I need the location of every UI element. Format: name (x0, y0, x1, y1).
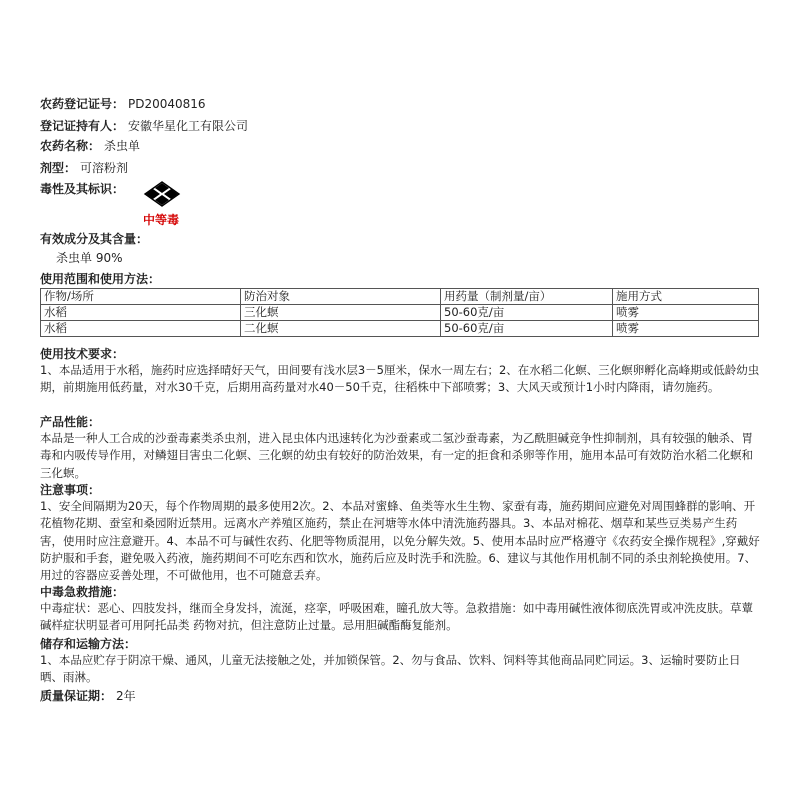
formulation-line (40, 160, 128, 176)
usage-cell: 水稻 (41, 321, 241, 337)
formulation-value: 可溶粉剂 (80, 161, 129, 175)
usage-cell: 50-60克/亩 (441, 321, 613, 337)
registration-line (40, 96, 206, 112)
holder-label: 登记证持有人： (40, 119, 125, 133)
usage-cell: 喷雾 (613, 321, 759, 337)
firstaid-text: 中毒症状：恶心、四肢发抖，继而全身发抖，流涎，痉挛，呼吸困难，瞳孔放大等。急救措施：如中毒用碱性液体彻底洗胃或冲洗皮肤。草蕈碱样症状明显者可用阿托品类 药物对抗，但注意防止过量。忌用胆碱酯酶复能剂。 (40, 601, 753, 633)
performance-text: 本品是一种人工合成的沙蚕毒素类杀虫剂，进入昆虫体内迅速转化为沙蚕素或二氢沙蚕毒素，为乙酰胆碱竞争性抑制剂，具有较强的触杀、胃毒和内吸传导作用，对鳞翅目害虫二化螟、三化螟的幼虫有较好的防治效果，有一定的拒食和杀卵等作用，施用本品可有效防治水稻二化螟和三化螟。 (40, 431, 753, 480)
firstaid-label: 中毒急救措施： (40, 585, 125, 599)
usage-table (40, 288, 759, 337)
table-row (41, 305, 759, 321)
usage-header-cell: 施用方式 (613, 289, 759, 305)
ingredients-value: 杀虫单 90% (56, 251, 123, 265)
storage-label: 储存和运输方法： (40, 637, 137, 651)
usage-cell: 喷雾 (613, 305, 759, 321)
usage-cell: 二化螟 (241, 321, 441, 337)
ingredients-label: 有效成分及其含量： (40, 232, 149, 246)
name-label: 农药名称： (40, 139, 101, 153)
usage-cell: 50-60克/亩 (441, 305, 613, 321)
name-line (40, 138, 140, 154)
precautions-text: 1、安全间隔期为20天，每个作物周期的最多使用2次。2、本品对蜜蜂、鱼类等水生生物、家蚕有毒，施药期间应避免对周围蜂群的影响、开花植物花期、蚕室和桑园附近禁用。远离水产养殖区施药，禁止在河塘等水体中清洗施药器具。3、本品对棉花、烟草和某些豆类易产生药害，使用时应注意避开。4、本品不可与碱性农药、化肥等物质混用，以免分解失效。5、使用本品时应严格遵守《农药安全操作规程》,穿戴好防护服和手套，避免吸入药液，施药期间不可吃东西和饮水，施药后应及时洗手和洗脸。6、建议与其他作用机制不同的杀虫剂轮换使用。7、用过的容器应妥善处理，不可做他用，也不可随意丢弃。 (40, 499, 760, 583)
shelf-label: 质量保证期： (40, 689, 113, 703)
precautions-label: 注意事项： (40, 483, 101, 497)
toxicity-level: 中等毒 (143, 213, 180, 227)
registration-label: 农药登记证号： (40, 97, 125, 111)
holder-value: 安徽华星化工有限公司 (128, 119, 249, 133)
usage-header-cell: 防治对象 (241, 289, 441, 305)
storage-text: 1、本品应贮存于阴凉干燥、通风，儿童无法接触之处，并加锁保管。2、勿与食品、饮料、饲料等其他商品同贮同运。3、运输时要防止日晒、雨淋。 (40, 653, 741, 685)
usage-label: 使用范围和使用方法： (40, 272, 161, 286)
shelf-value: 2年 (116, 689, 136, 703)
name-value: 杀虫单 (104, 139, 141, 153)
usage-cell: 三化螟 (241, 305, 441, 321)
toxicity-label: 毒性及其标识： (40, 182, 125, 196)
registration-value: PD20040816 (128, 97, 206, 111)
technical-text: 1、本品适用于水稻，施药时应选择晴好天气，田间要有浅水层3－5厘米，保水一周左右；2、在水稻二化螟、三化螟卵孵化高峰期或低龄幼虫期，前期施用低药量，对水30千克，后期用高药量对水40－50千克，往稻株中下部喷雾；3、大风天或预计1小时内降雨，请勿施药。 (40, 363, 760, 395)
technical-label: 使用技术要求： (40, 347, 125, 361)
usage-header-cell: 作物/场所 (41, 289, 241, 305)
table-row (41, 321, 759, 337)
toxicity-diamond-icon (143, 181, 181, 207)
usage-header-row (41, 289, 759, 305)
performance-label: 产品性能： (40, 415, 101, 429)
toxicity-line (40, 181, 124, 197)
holder-line (40, 118, 248, 134)
usage-cell: 水稻 (41, 305, 241, 321)
usage-header-cell: 用药量（制剂量/亩） (441, 289, 613, 305)
formulation-label: 剂型： (40, 161, 77, 175)
shelf-line (40, 688, 136, 704)
